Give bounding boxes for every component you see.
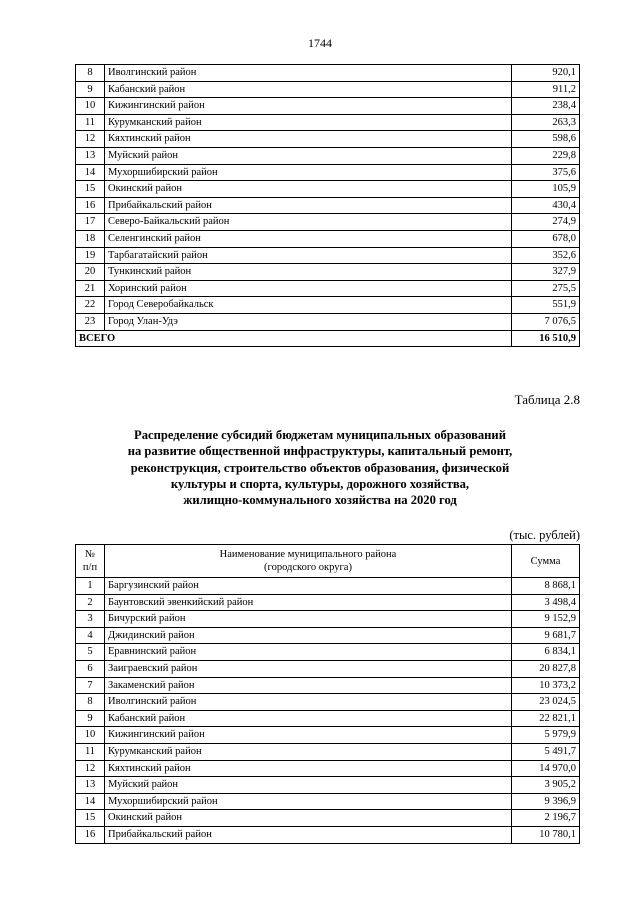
table-row [76,297,580,314]
total-amount: 16 510,9 [512,330,580,347]
row-number: 19 [76,247,105,264]
table-row [76,611,580,628]
amount: 238,4 [512,98,580,115]
amount: 20 827,8 [512,660,580,677]
table-row [76,743,580,760]
table-row [76,694,580,711]
row-number: 5 [76,644,105,661]
amount: 7 076,5 [512,313,580,330]
row-number: 8 [76,65,105,82]
row-number: 10 [76,98,105,115]
table-row [76,793,580,810]
table-row [76,65,580,82]
table-row [76,627,580,644]
amount: 10 373,2 [512,677,580,694]
header-sum: Сумма [512,545,580,578]
amount: 2 196,7 [512,810,580,827]
amount: 274,9 [512,214,580,231]
row-number: 13 [76,777,105,794]
district-name: Кяхтинский район [105,131,512,148]
district-name: Курумканский район [105,114,512,131]
amount: 9 396,9 [512,793,580,810]
district-name: Баунтовский эвенкийский район [105,594,512,611]
district-name: Хоринский район [105,280,512,297]
row-number: 4 [76,627,105,644]
row-number: 2 [76,594,105,611]
subsidy-table-continued [75,64,580,347]
table-row [76,98,580,115]
row-number: 14 [76,793,105,810]
table-row [76,644,580,661]
heading-line: Распределение субсидий бюджетам муниципальных образований [134,428,506,442]
table-row [76,710,580,727]
header-row [76,545,580,578]
table-row [76,594,580,611]
table-row [76,280,580,297]
row-number: 16 [76,826,105,843]
amount: 375,6 [512,164,580,181]
row-number: 3 [76,611,105,628]
row-number: 16 [76,197,105,214]
table-row [76,131,580,148]
row-number: 23 [76,313,105,330]
row-number: 17 [76,214,105,231]
row-number: 6 [76,660,105,677]
district-name: Иволгинский район [105,694,512,711]
table-row [76,147,580,164]
district-name: Кабанский район [105,81,512,98]
district-name: Кяхтинский район [105,760,512,777]
amount: 920,1 [512,65,580,82]
amount: 352,6 [512,247,580,264]
district-name: Джидинский район [105,627,512,644]
amount: 8 868,1 [512,578,580,595]
amount: 551,9 [512,297,580,314]
row-number: 13 [76,147,105,164]
table-row [76,826,580,843]
district-name: Окинский район [105,810,512,827]
amount: 6 834,1 [512,644,580,661]
row-number: 10 [76,727,105,744]
row-number: 15 [76,181,105,198]
amount: 598,6 [512,131,580,148]
row-number: 12 [76,131,105,148]
table-row [76,660,580,677]
header-num-line2: п/п [82,562,98,573]
district-name: Иволгинский район [105,65,512,82]
table-row [76,230,580,247]
amount: 14 970,0 [512,760,580,777]
header-num [76,545,105,578]
header-name-line2: (городского округа) [264,562,352,573]
district-name: Закаменский район [105,677,512,694]
amount: 23 024,5 [512,694,580,711]
row-number: 9 [76,81,105,98]
row-number: 11 [76,114,105,131]
row-number: 9 [76,710,105,727]
amount: 3 498,4 [512,594,580,611]
total-row [76,330,580,347]
row-number: 1 [76,578,105,595]
table1-body [76,65,580,347]
row-number: 8 [76,694,105,711]
district-name: Город Северобайкальск [105,297,512,314]
district-name: Муйский район [105,777,512,794]
amount: 105,9 [512,181,580,198]
district-name: Мухоршибирский район [105,164,512,181]
heading-line: культуры и спорта, культуры, дорожного хозяйства, [170,476,470,491]
amount: 911,2 [512,81,580,98]
amount: 9 681,7 [512,627,580,644]
row-number: 22 [76,297,105,314]
district-name: Кижингинский район [105,98,512,115]
district-name: Мухоршибирский район [105,793,512,810]
table-row [76,114,580,131]
amount: 275,5 [512,280,580,297]
row-number: 14 [76,164,105,181]
table-row [76,181,580,198]
district-name: Северо-Байкальский район [105,214,512,231]
district-name: Курумканский район [105,743,512,760]
unit-label: (тыс. рублей) [509,528,580,542]
amount: 5 979,9 [512,727,580,744]
row-number: 12 [76,760,105,777]
table-row [76,810,580,827]
amount: 5 491,7 [512,743,580,760]
table-row [76,164,580,181]
table-row [76,313,580,330]
row-number: 18 [76,230,105,247]
table-row [76,727,580,744]
table-row [76,677,580,694]
table-label: Таблица 2.8 [514,392,580,407]
district-name: Тарбагатайский район [105,247,512,264]
row-number: 15 [76,810,105,827]
row-number: 7 [76,677,105,694]
header-num-line1: № [84,549,96,560]
table-row [76,214,580,231]
district-name: Окинский район [105,181,512,198]
district-name: Заиграевский район [105,660,512,677]
table-row [76,760,580,777]
amount: 430,4 [512,197,580,214]
table2-body [76,578,580,844]
table-heading [60,427,580,508]
header-name-line1: Наименование муниципального района [219,549,397,560]
amount: 263,3 [512,114,580,131]
amount: 10 780,1 [512,826,580,843]
district-name: Кижингинский район [105,727,512,744]
amount: 9 152,9 [512,611,580,628]
subsidy-table-2020 [75,544,580,844]
district-name: Кабанский район [105,710,512,727]
row-number: 11 [76,743,105,760]
table-row [76,81,580,98]
row-number: 21 [76,280,105,297]
district-name: Прибайкальский район [105,197,512,214]
total-label: ВСЕГО [76,330,512,347]
district-name: Баргузинский район [105,578,512,595]
heading-line: реконструкция, строительство объектов образования, физической [130,460,510,475]
header-name [105,545,512,578]
district-name: Муйский район [105,147,512,164]
page-number: 1744 [308,36,332,50]
row-number: 20 [76,264,105,281]
district-name: Бичурский район [105,611,512,628]
district-name: Тункинский район [105,264,512,281]
district-name: Прибайкальский район [105,826,512,843]
table-row [76,247,580,264]
table-row [76,264,580,281]
table-row [76,197,580,214]
amount: 327,9 [512,264,580,281]
district-name: Еравнинский район [105,644,512,661]
table-row [76,578,580,595]
amount: 3 905,2 [512,777,580,794]
amount: 678,0 [512,230,580,247]
table-row [76,777,580,794]
heading-line: жилищно-коммунального хозяйства на 2020 год [183,493,457,508]
district-name: Город Улан-Удэ [105,313,512,330]
amount: 229,8 [512,147,580,164]
heading-line: на развитие общественной инфраструктуры, капитальный ремонт, [127,444,513,459]
amount: 22 821,1 [512,710,580,727]
district-name: Селенгинский район [105,230,512,247]
